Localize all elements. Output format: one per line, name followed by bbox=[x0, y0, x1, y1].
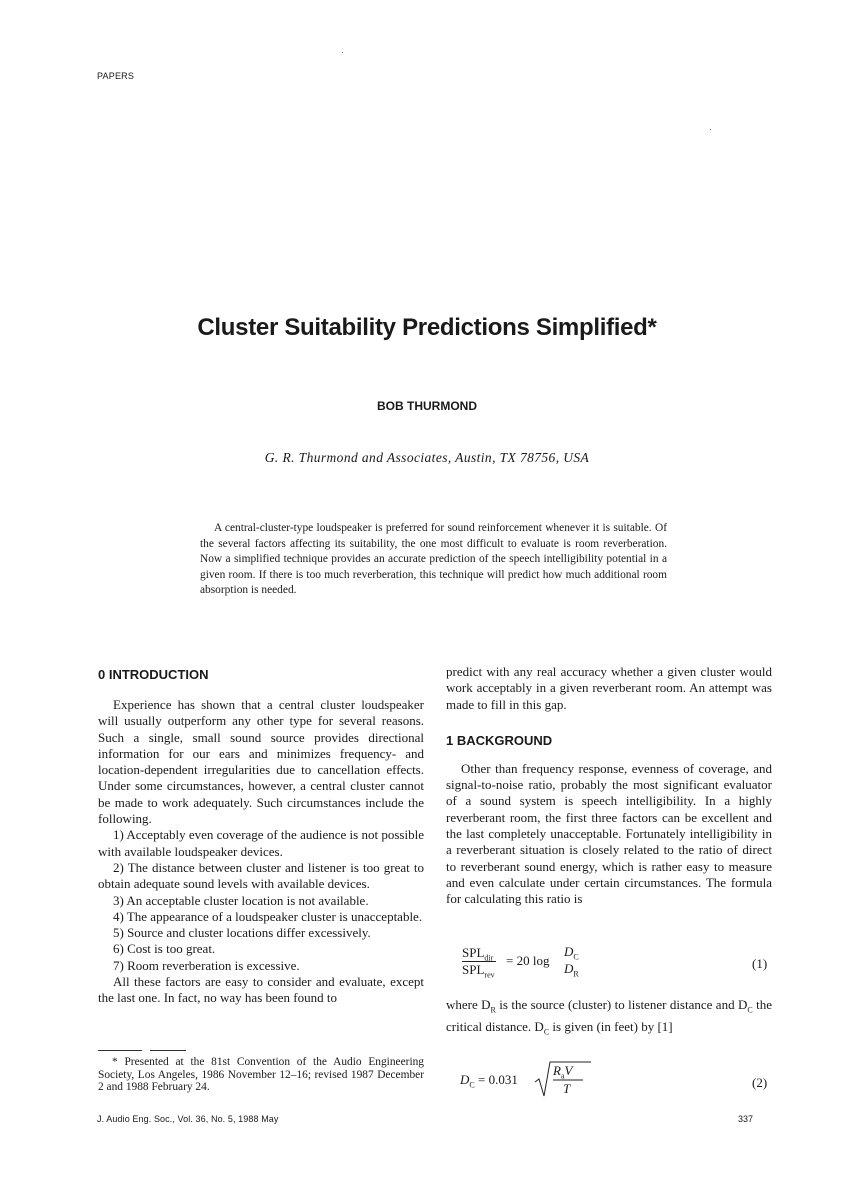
list-item: 1) Acceptably even coverage of the audience is not possible with available loudspeaker devices. bbox=[98, 827, 424, 859]
equation-1-rhs: = 20 log bbox=[506, 953, 550, 968]
list-item: 6) Cost is too great. bbox=[113, 941, 216, 957]
left-column bbox=[98, 667, 424, 1007]
section-heading-background: 1 BACKGROUND bbox=[446, 732, 553, 748]
footnote-rule bbox=[150, 1050, 186, 1051]
equation-2-lhs: $D_C = 0.031$ bbox=[460, 1072, 518, 1090]
equation-1-lhs bbox=[462, 945, 502, 981]
intro-paragraph-end: All these factors are easy to consider and evaluate, except the last one. In fact, no way has been found to bbox=[98, 974, 424, 1006]
footnote-rule bbox=[98, 1050, 142, 1051]
scan-speck bbox=[342, 52, 343, 53]
author-affiliation: G. R. Thurmond and Associates, Austin, TX 78756, USA bbox=[264, 450, 590, 465]
where-paragraph: where $D_R$ is the source (cluster) to listener distance and $D_C$ the critical distance. $D_C$ is given (in feet) by [1] bbox=[446, 997, 772, 1037]
list-item: 2) The distance between cluster and listener is too great to obtain adequate sound levels with available devices. bbox=[98, 859, 424, 892]
section-label: PAPERS bbox=[97, 71, 135, 81]
equation-1-ratio: $D_C$ $D_R$ bbox=[564, 944, 579, 979]
footnote: * Presented at the 81st Convention of the Audio Engineering Society, Los Angeles, 1986 November 12–16; revised 1987 December 2 and 1988 February 24. bbox=[98, 1056, 424, 1094]
equation-2-number: (2) bbox=[752, 1075, 768, 1090]
section-heading-introduction: 0 INTRODUCTION bbox=[98, 667, 209, 682]
eq1-denominator: $SPL_{rev}$ bbox=[462, 962, 495, 980]
intro-continuation: predict with any real accuracy whether a given cluster would work acceptably in a given reverberant room. An attempt was made to fill in this gap. bbox=[446, 664, 772, 712]
eq1-numerator: $SPL_{dir}$ bbox=[462, 945, 494, 963]
list-item: 4) The appearance of a loudspeaker cluster is unacceptable. bbox=[113, 908, 423, 924]
article-title: Cluster Suitability Predictions Simplified* bbox=[197, 314, 657, 341]
equation-2-radical bbox=[533, 1060, 593, 1100]
abstract: A central-cluster-type loudspeaker is preferred for sound reinforcement whenever it is suitable. Of the several factors affecting its suitability, the one most difficult to evaluate is room reverberation. Now a simplified technique provides an accurate prediction of the speech intelligibility potential in a given room. If there is too much reverberation, this technique will predict how much additional room absorption is needed. bbox=[200, 522, 667, 596]
page-number: 337 bbox=[738, 1114, 754, 1124]
intro-paragraph: Experience has shown that a central cluster loudspeaker will usually outperform any other type for several reasons. Such a single, small sound source provides directional information for our ears and minimizes frequency- and location-dependent irregularities due to cancellation effects. Under some circumstances, however, a central cluster cannot be made to work adequately. Such circumstances include the following. bbox=[98, 697, 424, 827]
list-item: 3) An acceptable cluster location is not available. bbox=[113, 892, 369, 908]
radical-denominator: T bbox=[563, 1081, 571, 1096]
equation-1-number: (1) bbox=[752, 956, 768, 971]
author-name: BOB THURMOND bbox=[377, 399, 477, 413]
journal-citation: J. Audio Eng. Soc., Vol. 36, No. 5, 1988 May bbox=[97, 1114, 279, 1124]
radical-numerator: $R_aV$ bbox=[553, 1063, 573, 1081]
scan-speck bbox=[710, 129, 711, 130]
right-column bbox=[446, 664, 772, 908]
background-paragraph: Other than frequency response, evenness of coverage, and signal-to-noise ratio, probably the most significant evaluator of a sound system is speech intelligibility. In a highly reverberant room, the first three factors can be excellent and the last completely unacceptable. Fortunately intelligibility in a reverberant situation is closely related to the ratio of direct to reverberant sound energy, which is rather easy to measure and even calculate under certain circumstances. The formula for calculating this ratio is bbox=[446, 760, 772, 907]
list-item: 5) Source and cluster locations differ excessively. bbox=[113, 925, 371, 941]
list-item: 7) Room reverberation is excessive. bbox=[113, 957, 300, 973]
